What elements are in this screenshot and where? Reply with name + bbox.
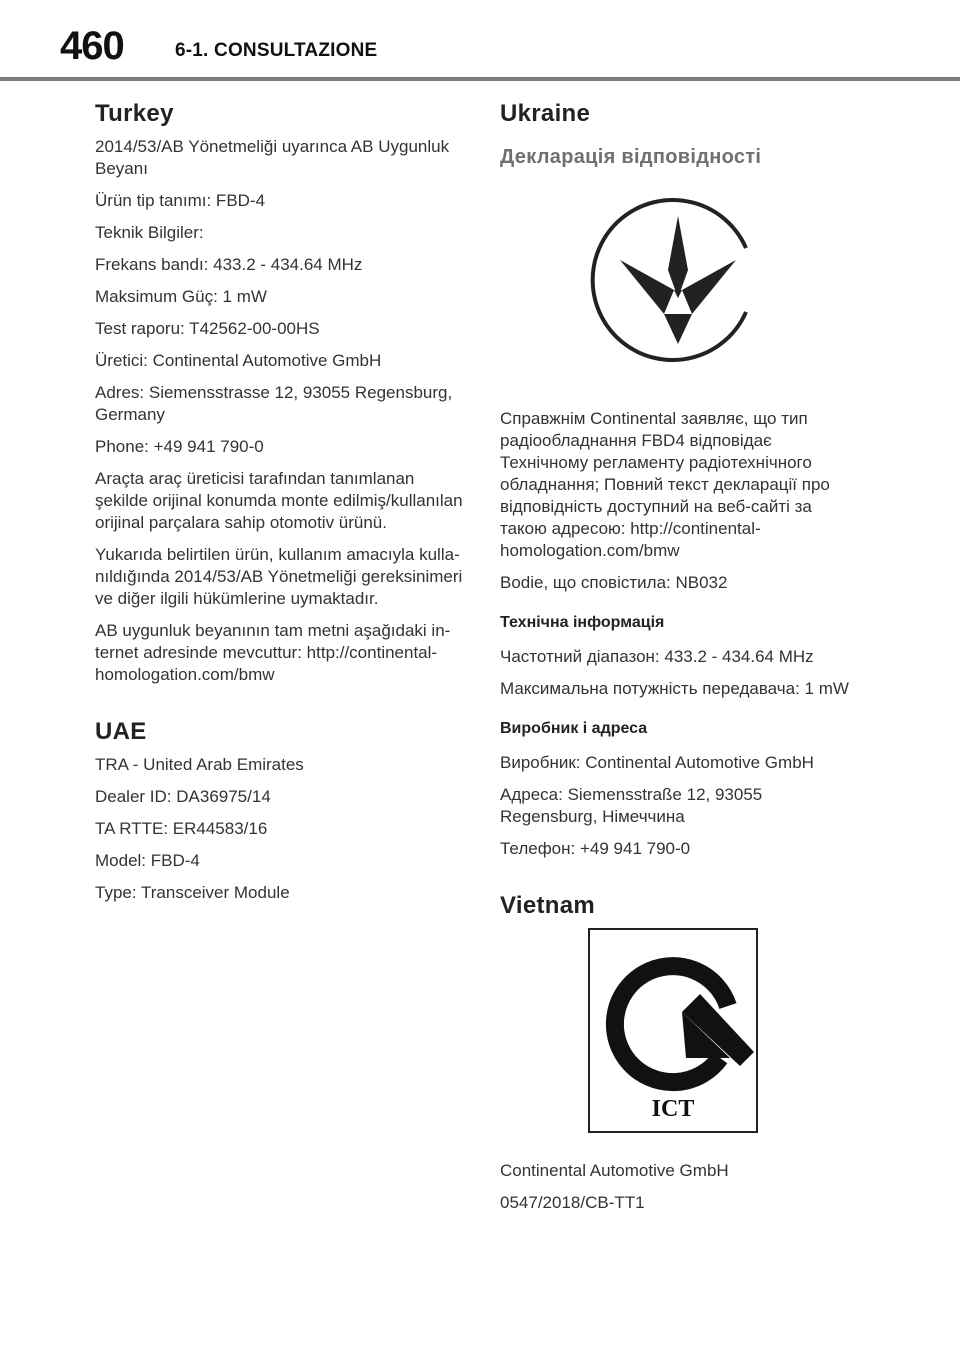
turkey-paragraph: Yukarıda belirtilen ürün, kullanım amacıyla kulla-nıldığında 2014/53/AB Yönetmeliği gereksinimeri ve diğer ilgili hükümlerine uymaktadır. [95,545,463,608]
ict-logo [500,928,860,1138]
turkey-paragraph: Test raporu: T42562-00-00HS [95,319,320,338]
ukraine-manufacturer-line: Адреса: Siemensstraße 12, 93055 Regensburg, Німеччина [500,785,763,826]
turkey-paragraph: Phone: +49 941 790-0 [95,437,264,456]
ukraine-tech-heading: Технічна інформація [500,614,665,631]
uae-paragraph: TA RTTE: ER44583/16 [95,819,268,838]
uae-paragraph: TRA - United Arab Emirates [95,755,304,774]
turkey-paragraph: Araçta araç üreticisi tarafından tanımlanan şekilde orijinal konumda monte edilmiş/kullanılan orijinal parçalara sahip otomotiv ürünü. [95,469,463,532]
ukraine-manufacturer-line: Телефон: +49 941 790-0 [500,839,691,858]
ukrsepro-logo [500,190,860,390]
vietnam-line: 0547/2018/CB-TT1 [500,1193,645,1212]
vietnam-line: Continental Automotive GmbH [500,1161,729,1180]
section-heading-uae: UAE [95,718,147,745]
section-heading-turkey: Turkey [95,100,174,127]
uae-paragraph: Type: Transceiver Module [95,883,290,902]
ukraine-subheading: Декларація відповідності [500,146,762,168]
ukraine-manufacturer-heading: Виробник і адреса [500,720,648,737]
left-column [95,100,470,914]
uae-paragraph: Model: FBD-4 [95,851,200,870]
turkey-paragraph: Teknik Bilgiler: [95,223,204,242]
turkey-paragraph: Frekans bandı: 433.2 - 434.64 MHz [95,255,363,274]
right-column [500,100,860,1224]
turkey-paragraph: AB uygunluk beyanının tam metni aşağıdaki in-ternet adresinde mevcuttur: http://continental-homologation.com/bmw [95,621,451,684]
turkey-paragraph: 2014/53/AB Yönetmeliği uyarınca AB Uygunluk Beyanı [95,137,450,178]
ukraine-tech-line: Максимальна потужність передавача: 1 mW [500,679,849,698]
ict-logo-text: ICT [651,1096,695,1122]
chapter-title: 6-1. CONSULTAZIONE [175,40,378,61]
section-heading-vietnam: Vietnam [500,892,596,919]
ukraine-body: Bodie, що сповістила: NB032 [500,573,728,592]
turkey-paragraph: Adres: Siemensstrasse 12, 93055 Regensburg, Germany [95,383,453,424]
ict-logo-frame [588,928,758,1133]
page-header [0,0,960,80]
turkey-paragraph: Maksimum Güç: 1 mW [95,287,267,306]
turkey-paragraph: Ürün tip tanımı: FBD-4 [95,191,266,210]
ukrsepro-conformity-mark-icon [588,190,768,370]
header-divider [0,77,960,81]
ukraine-manufacturer-line: Виробник: Continental Automotive GmbH [500,753,814,772]
section-heading-ukraine: Ukraine [500,100,591,127]
uae-paragraph: Dealer ID: DA36975/14 [95,787,271,806]
page-number: 460 [60,24,124,68]
ukraine-tech-line: Частотний діапазон: 433.2 - 434.64 MHz [500,647,814,666]
turkey-paragraph: Üretici: Continental Automotive GmbH [95,351,382,370]
ukraine-intro: Справжнім Continental заявляє, що тип радіообладнання FBD4 відповідає Технічному регламенту радіотехнічного обладнання; Повний текст декларації про відповідність доступний на веб-сайті за такою адресою: http://continental-homologation.com/bmw [500,409,830,560]
